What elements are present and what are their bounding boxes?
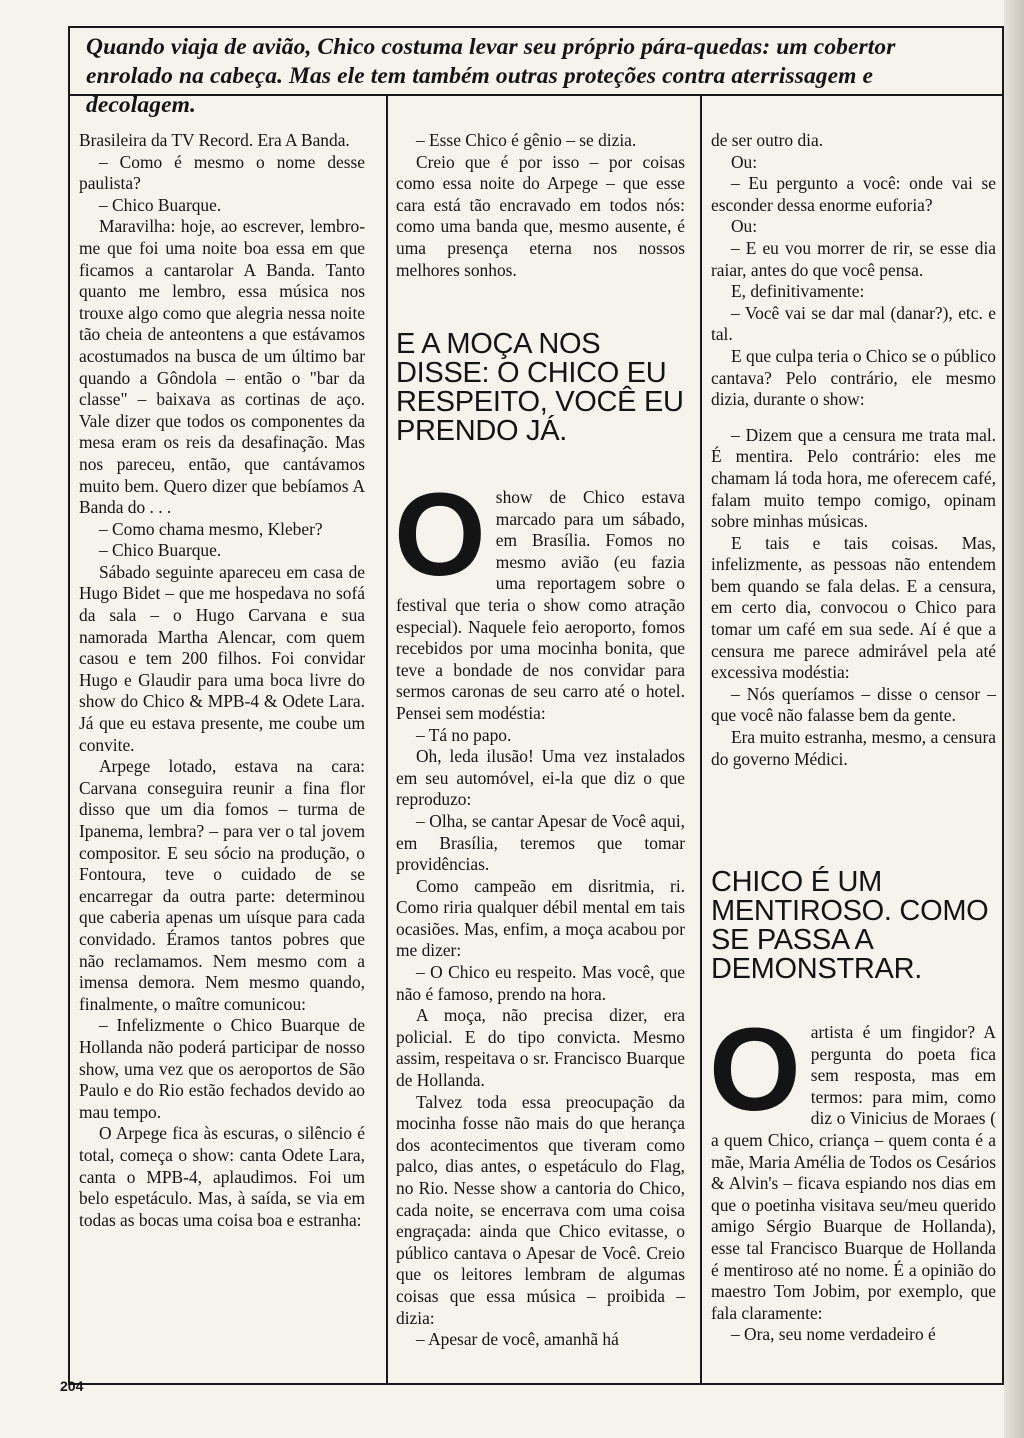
- paragraph: Brasileira da TV Record. Era A Banda.: [79, 130, 350, 150]
- column-rule-1: [386, 95, 388, 1385]
- paragraph: artista é um fingidor? A pergunta do poeta fica sem resposta, mas em termos: para mim, como diz o Vinicius de Moraes ( a quem Chico, criança – quem conta é a mãe, Maria Amélia de Todos os Cesários & Alvin's – ficava espiando nos dias em que o poetinha visitava seu/meu querido amigo Sérgio Buarque de Hollanda), esse tal Francisco Buarque de Hollanda é mentiroso até no nome. É a opinião do maestro Tom Jobim, por exemplo, que fala claramente:: [711, 1022, 996, 1323]
- paragraph: – Eu pergunto a você: onde vai se esconder dessa enorme euforia?: [711, 173, 996, 215]
- paragraph: – Dizem que a censura me trata mal. É mentira. Pelo contrário: eles me chamam lá toda hora, me oferecem café, falam muito tempo comigo, opinam sobre minhas músicas.: [711, 424, 996, 532]
- paragraph: A moça, não precisa dizer, era policial. E do tipo convicta. Mesmo assim, respeitava o sr. Francisco Buarque de Hollanda.: [396, 1005, 685, 1091]
- section-headline: E A MOÇA NOS DISSE: O CHICO EU RESPEITO, VOCÊ EU PRENDO JÁ.: [396, 328, 684, 447]
- paragraph: E tais e tais coisas. Mas, infelizmente, as pessoas não entendem bem quando se fala delas. E a censura, em certo dia, convocou o Chico para tomar um café em sua sede. Aí é que a censura me parece admirável pela até excessiva modéstia:: [711, 532, 996, 683]
- paragraph: – Tá no papo.: [416, 724, 512, 745]
- paragraph: – Esse Chico é gênio – se dizia.: [416, 130, 637, 150]
- paragraph: – Infelizmente o Chico Buarque de Hollanda não poderá participar de nosso show, uma vez que os aeroportos de São Paulo e do Rio estão fechados devido ao mau tempo.: [79, 1015, 365, 1122]
- paragraph: – Ora, seu nome verdadeiro é: [731, 1324, 936, 1345]
- paragraph: – O Chico eu respeito. Mas você, que não é famoso, prendo na hora.: [396, 962, 685, 1004]
- column-1: [79, 130, 365, 1231]
- paragraph: O Arpege fica às escuras, o silêncio é total, começa o show: canta Odete Lara, canta o MPB-4, aplaudimos. Foi um belo espetáculo. Mas, à saída, se via em todas as bocas uma coisa boa e estranha:: [79, 1123, 365, 1230]
- paragraph: de ser outro dia.: [711, 130, 824, 150]
- paragraph: Talvez toda essa preocupação da mocinha fosse não mais do que herança dos acontecimentos que tiveram como palco, dias antes, o espetáculo do Flag, no Rio. Nesse show a cantoria do Chico, cada noite, se encerrava com uma coisa engraçada: ainda que Chico evitasse, o público cantava o Apesar de Você. Creio que os leitores lembram de algumas coisas que essa música – proibida – dizia:: [396, 1091, 685, 1328]
- drop-cap: O: [709, 1004, 801, 1136]
- paragraph: – Chico Buarque.: [99, 540, 222, 561]
- column-3-body: [709, 1004, 996, 1346]
- paragraph: Como campeão em disritmia, ri. Como riria qualquer débil mental em tais ocasiões. Mas, enfim, a moça acabou por me dizer:: [396, 875, 685, 961]
- page-number: 204: [60, 1378, 84, 1394]
- column-3-top: [711, 130, 996, 770]
- paragraph: Sábado seguinte apareceu em casa de Hugo Bidet – que me hospedava no sofá da sala – o Hugo Carvana e sua namorada Martha Alencar, com quem casou e tem 200 filhos. Foi convidar Hugo e Glaudir para uma boca livre do show do Chico & MPB-4 & Odete Lara. Já que eu estava presente, me coube um convite.: [79, 561, 365, 755]
- paragraph: – Olha, se cantar Apesar de Você aqui, em Brasília, teremos que tomar providências.: [396, 810, 685, 875]
- paragraph: Arpege lotado, estava na cara: Carvana conseguira reunir a fina flor disso que um dia fomos – turma de Ipanema, lembra? – para ver o tal jovem compositor. E seu sócio na produção, o Fontoura, teve o cuidado de se encarregar da outra parte: determinou que caberia apenas um uísque para cada convidado. Éramos tantos pobres que não reclamamos. Nem mesmo com a imensa demora. Nem mesmo quando, finalmente, o maître comunicou:: [79, 756, 365, 1014]
- page-edge: [1004, 0, 1024, 1438]
- drop-cap: O: [394, 469, 486, 601]
- paragraph: Creio que é por isso – por coisas como essa noite do Arpege – que esse cara está tão encravado em todos nós: como uma banda que, mesmo ausente, é uma presença eterna nos nossos melhores sonhos.: [396, 151, 685, 280]
- paragraph: show de Chico estava marcado para um sábado, em Brasília. Fomos no mesmo avião (eu fazia uma reportagem sobre o festival que teria o show como atração especial). Naquele feio aeroporto, fomos recebidos por uma mocinha bonita, que teve a bondade de nos convidar para sermos caronas de seu carro até o hotel. Pensei sem modéstia:: [396, 487, 685, 723]
- photo-caption: Quando viaja de avião, Chico costuma levar seu próprio pára-quedas: um cobertor enrolado na cabeça. Mas ele tem também outras proteções contra aterrissagem e decolagem.: [68, 26, 1004, 96]
- paragraph: E, definitivamente:: [731, 281, 865, 302]
- paragraph: Ou:: [731, 216, 758, 237]
- paragraph: – Como chama mesmo, Kleber?: [99, 518, 323, 539]
- section-headline: CHICO É UM MENTIROSO. COMO SE PASSA A DEMONSTRAR.: [711, 866, 989, 985]
- paragraph: Era muito estranha, mesmo, a censura do governo Médici.: [711, 727, 996, 769]
- paragraph: – Apesar de você, amanhã há: [416, 1329, 619, 1350]
- paragraph: – Como é mesmo o nome desse paulista?: [79, 151, 365, 194]
- paragraph: Oh, leda ilusão! Uma vez instalados em seu automóvel, ei-la que diz o que reproduzo:: [396, 746, 685, 810]
- column-2-body: [394, 469, 685, 1351]
- paragraph: Maravilha: hoje, ao escrever, lembro-me que foi uma noite boa essa em que ficamos a cantarolar A Banda. Tanto quanto me lembro, essa música nos trouxe algo como que alegria nessa noite tão cheia de anteontens a que estávamos acostumados na busca de um último bar quando a Gôndola – então o "bar da classe" – baixava as cortinas de aço. Vale dizer que todos os componentes da mesa eram os reis da desafinação. Mas nos pareceu, então, que cantávamos muito bem. Quero dizer que bebíamos A Banda do . . .: [79, 216, 365, 518]
- paragraph: Ou:: [731, 151, 758, 172]
- column-rule-2: [700, 95, 702, 1385]
- column-2-top: [396, 130, 685, 281]
- paragraph: – Você vai se dar mal (danar?), etc. e tal.: [711, 302, 996, 345]
- paragraph: E que culpa teria o Chico se o público cantava? Pelo contrário, ele mesmo dizia, durante o show:: [711, 345, 996, 410]
- paragraph: – E eu vou morrer de rir, se esse dia raiar, antes do que você pensa.: [711, 237, 996, 280]
- paragraph: – Chico Buarque.: [99, 194, 222, 215]
- paragraph: – Nós queríamos – disse o censor – que você não falasse bem da gente.: [711, 683, 996, 726]
